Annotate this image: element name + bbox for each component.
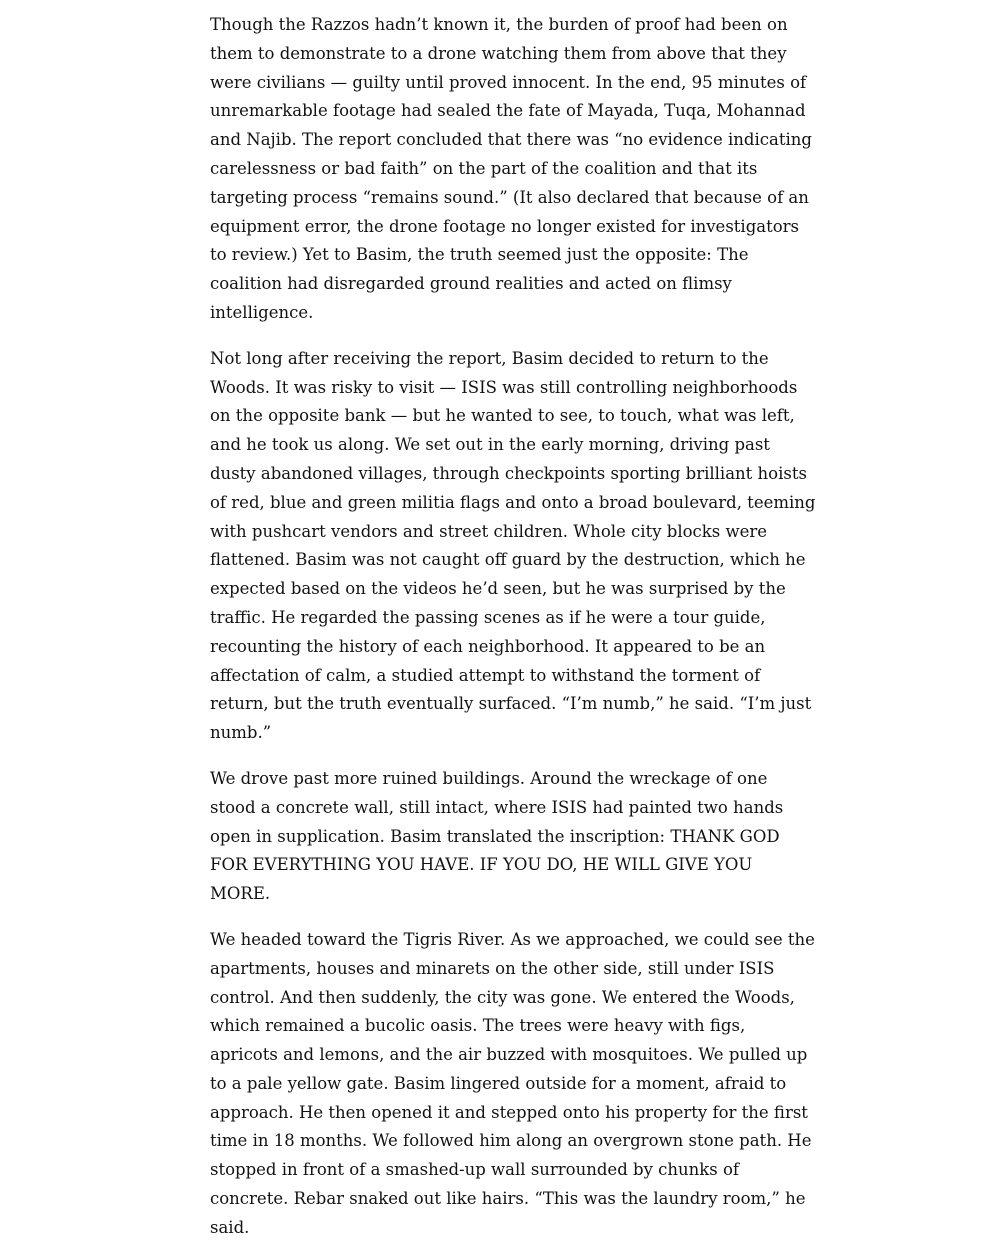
article-paragraph: Not long after receiving the report, Basim decided to return to the Woods. It was risky to visit — ISIS was still controlling neighborhoods on the opposite bank — but he wanted to see, to touch, what was left, and he took us along. We set out in the early morning, driving past dusty abandoned villages, through checkpoints sporting brilliant hoists of red, blue and green militia flags and onto a broad boulevard, teeming with pushcart vendors and street children. Whole city blocks were flattened. Basim was not caught off guard by the destruction, which he expected based on the videos he’d seen, but he was surprised by the traffic. He regarded the passing scenes as if he were a tour guide, recounting the history of each neighborhood. It appeared to be an affectation of calm, a studied attempt to withstand the torment of return, but the truth eventually surfaced. “I’m numb,” he said. “I’m just numb.” bbox=[210, 348, 816, 743]
article-paragraph: Though the Razzos hadn’t known it, the burden of proof had been on them to demonstrate to a drone watching them from above that they were civilians — guilty until proved innocent. In the end, 95 minutes of unremarkable footage had sealed the fate of Mayada, Tuqa, Mohannad and Najib. The report concluded that there was “no evidence indicating carelessness or bad faith” on the part of the coalition and that its targeting process “remains sound.” (It also declared that because of an equipment error, the drone footage no longer existed for investigators to review.) Yet to Basim, the truth seemed just the opposite: The coalition had disregarded ground realities and acted on flimsy intelligence. bbox=[210, 15, 812, 322]
article-paragraph: We drove past more ruined buildings. Around the wreckage of one stood a concrete wall, still intact, where ISIS had painted two hands open in supplication. Basim translated the inscription: THANK GOD FOR EVERYTHING YOU HAVE. IF YOU DO, HE WILL GIVE YOU MORE. bbox=[210, 768, 784, 904]
article-paragraph: We headed toward the Tigris River. As we approached, we could see the apartments, houses and minarets on the other side, still under ISIS control. And then suddenly, the city was gone. We entered the Woods, which remained a bucolic oasis. The trees were heavy with figs, apricots and lemons, and the air buzzed with mosquitoes. We pulled up to a pale yellow gate. Basim lingered outside for a moment, afraid to approach. He then opened it and stepped onto his property for the first time in 18 months. We followed him along an overgrown stone path. He stopped in front of a smashed-up wall surrounded by chunks of concrete. Rebar snaked out like hairs. “This was the laundry room,” he said. bbox=[210, 929, 815, 1237]
article-body bbox=[210, 11, 816, 1260]
